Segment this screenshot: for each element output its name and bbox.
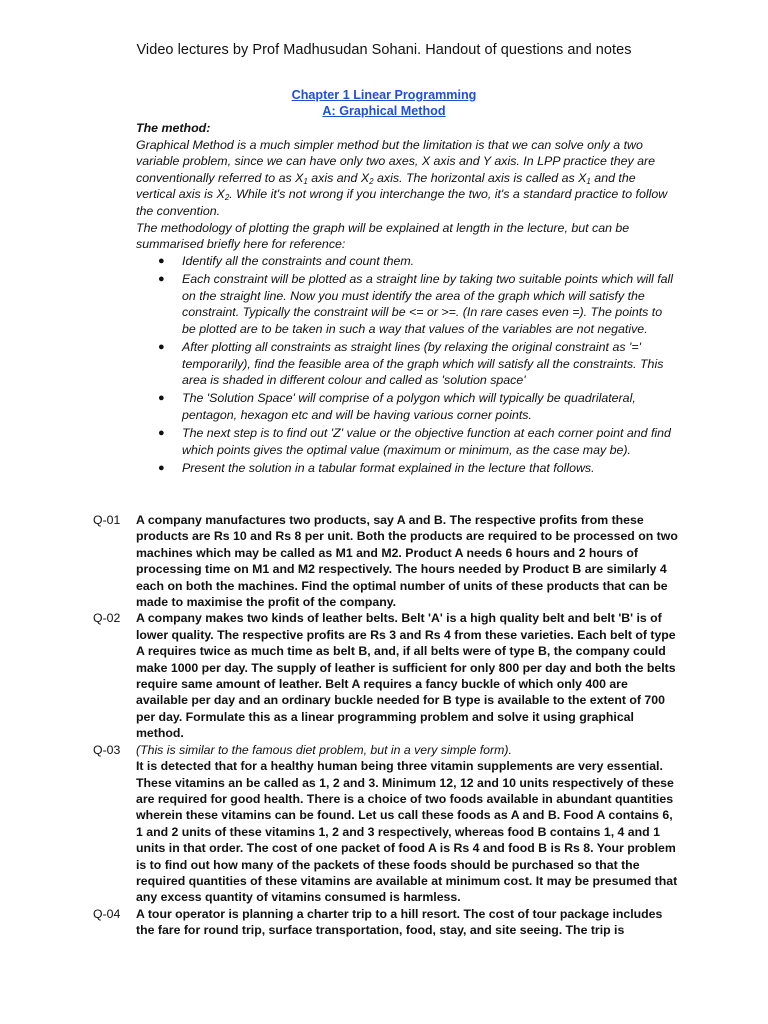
bullet-icon: ● xyxy=(158,427,165,440)
question-list xyxy=(93,512,678,939)
bullet-icon: ● xyxy=(158,340,165,353)
question-text: A company makes two kinds of leather belts. Belt 'A' is a high quality belt and belt 'B' is of lower quality. The respective profits are Rs 3 and Rs 4 from these varieties. Each belt of type A requires twice as much time as belt B, and, if all belts were of type B, the company could make 1000 per day. The supply of leather is sufficient for only 800 per day and both the belts require same amount of leather. Belt A requires a fancy buckle of which only 400 are available per day and an ordinary buckle needed for B type is available to the extent of 700 per day. Formulate this as a linear programming problem and solve it using graphical method. xyxy=(136,611,676,741)
question-number: Q-04 xyxy=(93,906,121,921)
question-number: Q-03 xyxy=(93,742,121,757)
list-item: ● Each constraint will be plotted as a straight line by taking two suitable points which will fall on the straight line. Now you must identify the area of the graph which will satisfy the constraint. Typically the constraint will be <= or >=. (In rare cases even =). The points to be plotted are to be taken in such a way that values of the variables are not negative. xyxy=(158,271,674,336)
question-item xyxy=(93,906,678,939)
list-item: ● Present the solution in a tabular format explained in the lecture that follows. xyxy=(158,460,595,475)
chapter-title: Chapter 1 Linear Programming xyxy=(291,88,477,102)
question-item xyxy=(93,512,678,610)
list-item: ● The 'Solution Space' will comprise of a polygon which will typically be quadrilateral, pentagon, hexagon etc and will be having various corner points. xyxy=(158,391,636,422)
method-section xyxy=(136,120,676,478)
list-item: ● Identify all the constraints and count them. xyxy=(158,253,415,268)
question-item xyxy=(93,742,678,906)
question-note: (This is similar to the famous diet problem, but in a very simple form). xyxy=(136,742,512,757)
bullet-icon: ● xyxy=(158,272,165,285)
method-paragraph-2: The methodology of plotting the graph will be explained at length in the lecture, but can be summarised briefly here for reference: xyxy=(136,220,630,252)
question-text: A company manufactures two products, say A and B. The respective profits from these products are Rs 10 and Rs 8 per unit. Both the products are required to be processed on two machines which may be called as M1 and M2. Product A needs 6 hours and 2 hours of processing time on M1 and M2 respectively. The hours needed by Product B are similarly 4 each on both the machines. Find the optimal number of units of these products that can be made to maximise the profit of the company. xyxy=(136,513,678,610)
page-header: Video lectures by Prof Madhusudan Sohani. Handout of questions and notes xyxy=(136,42,632,58)
bullet-icon: ● xyxy=(158,254,165,267)
list-item: ● The next step is to find out 'Z' value or the objective function at each corner point and find which points gives the optimal value (maximum or minimum, as the case may be). xyxy=(158,426,671,457)
bullet-icon: ● xyxy=(158,461,165,474)
method-heading: The method: xyxy=(136,121,211,135)
question-number: Q-02 xyxy=(93,611,121,626)
question-text: It is detected that for a healthy human being three vitamin supplements are very essential. These vitamins an be called as 1, 2 and 3. Minimum 12, 12 and 10 units respectively of these are required for good health. There is a choice of two foods available in abundant quantities wherein these vitamins can be found. Let us call these foods as A and B. Food A contains 6, 1 and 2 units of these vitamins 1, 2 and 3 respectively, whereas food B contains 1, 4 and 1 units in that order. The cost of one packet of food A is Rs 4 and food B is Rs 8. Your problem is to find out how many of the packets of these foods should be purchased so that the required quantities of these vitamins are available at minimum cost. It may be presumed that any excess quantity of vitamins consumed is harmless. xyxy=(136,759,678,905)
method-steps-list xyxy=(136,253,676,477)
chapter-subtitle: A: Graphical Method xyxy=(322,104,446,118)
question-number: Q-01 xyxy=(93,513,121,527)
list-item: ● After plotting all constraints as straight lines (by relaxing the original constraint as '=' temporarily), find the feasible area of the graph which will satisfy all the constraints. This area is shaded in different colour and called as 'solution space' xyxy=(158,339,664,388)
bullet-icon: ● xyxy=(158,392,165,405)
question-item xyxy=(93,610,678,741)
method-paragraph-1: Graphical Method is a much simpler method but the limitation is that we can solve only a two variable problem, since we can have only two axes, X axis and Y axis. In LPP practice they are conventionally referred to as $X_1$ axis and $X_2$ axis. The horizontal axis is called as $X_1$ and the vertical axis is $X_2$. While it's not wrong if you interchange the two, it's a standard practice to follow the convention. xyxy=(136,137,668,218)
question-text: A tour operator is planning a charter trip to a hill resort. The cost of tour package includes the fare for round trip, surface transportation, food, stay, and site seeing. The trip is xyxy=(136,906,663,938)
